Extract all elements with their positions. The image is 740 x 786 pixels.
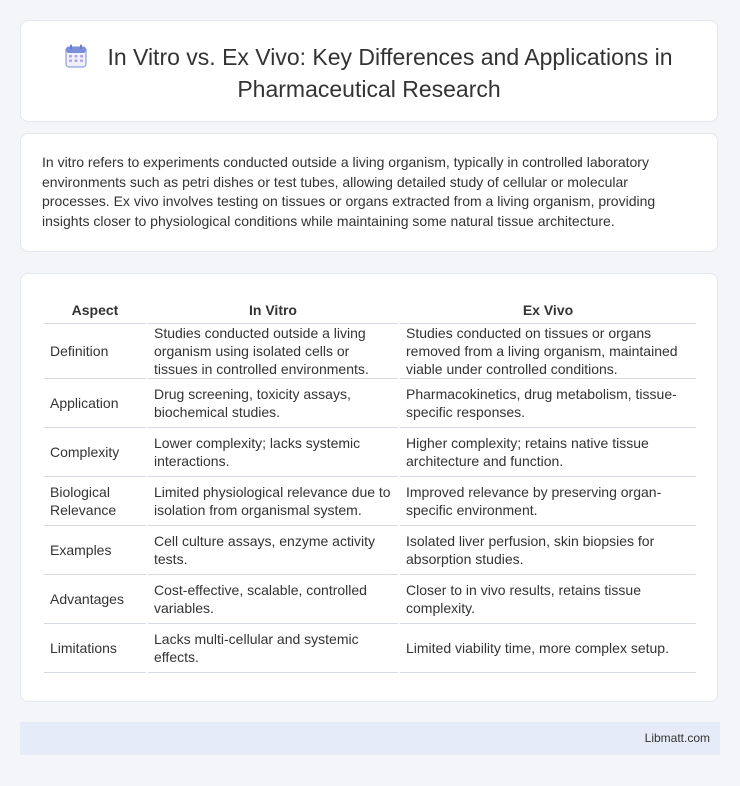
header-in-vitro: In Vitro xyxy=(148,294,398,324)
ex-vivo-cell: Limited viability time, more complex setup. xyxy=(400,624,696,673)
page-title-wrap xyxy=(21,43,717,104)
table-row xyxy=(44,324,696,379)
aspect-cell: Complexity xyxy=(44,428,146,477)
aspect-cell: Biological Relevance xyxy=(44,477,146,526)
ex-vivo-cell: Isolated liver perfusion, skin biopsies for absorption studies. xyxy=(400,526,696,575)
table-row xyxy=(44,526,696,575)
in-vitro-cell: Cost-effective, scalable, controlled variables. xyxy=(148,575,398,624)
page-title: In Vitro vs. Ex Vivo: Key Differences and Applications in Pharmaceutical Research xyxy=(107,44,673,102)
intro-paragraph: In vitro refers to experiments conducted outside a living organism, typically in controlled laboratory environments such as petri dishes or test tubes, allowing detailed study of cellular or molecular processes. Ex vivo involves testing on tissues or organs extracted from a living organism, providing insights closer to physiological conditions while maintaining some natural tissue architecture. xyxy=(42,154,656,229)
ex-vivo-cell: Improved relevance by preserving organ-specific environment. xyxy=(400,477,696,526)
aspect-cell: Limitations xyxy=(44,624,146,673)
ex-vivo-cell: Higher complexity; retains native tissue architecture and function. xyxy=(400,428,696,477)
comparison-card xyxy=(20,273,718,702)
intro-card xyxy=(20,133,718,252)
header-aspect: Aspect xyxy=(44,294,146,324)
aspect-cell: Definition xyxy=(44,324,146,379)
in-vitro-cell: Studies conducted outside a living organism using isolated cells or tissues in controlled environments. xyxy=(148,324,398,379)
footer-site-link[interactable]: Libmatt.com xyxy=(644,731,710,745)
ex-vivo-cell: Studies conducted on tissues or organs removed from a living organism, maintained viable under controlled conditions. xyxy=(400,324,696,379)
in-vitro-cell: Drug screening, toxicity assays, biochemical studies. xyxy=(148,379,398,428)
in-vitro-cell: Cell culture assays, enzyme activity tests. xyxy=(148,526,398,575)
comparison-table xyxy=(42,294,698,673)
aspect-cell: Application xyxy=(44,379,146,428)
title-card xyxy=(20,20,718,122)
footer xyxy=(20,722,720,755)
aspect-cell: Examples xyxy=(44,526,146,575)
table-row xyxy=(44,575,696,624)
ex-vivo-cell: Pharmacokinetics, drug metabolism, tissue-specific responses. xyxy=(400,379,696,428)
in-vitro-cell: Lower complexity; lacks systemic interactions. xyxy=(148,428,398,477)
aspect-cell: Advantages xyxy=(44,575,146,624)
table-row xyxy=(44,428,696,477)
table-header-row xyxy=(44,294,696,324)
table-row xyxy=(44,624,696,673)
header-ex-vivo: Ex Vivo xyxy=(400,294,696,324)
table-row xyxy=(44,379,696,428)
in-vitro-cell: Lacks multi-cellular and systemic effects. xyxy=(148,624,398,673)
table-row xyxy=(44,477,696,526)
calendar-icon xyxy=(65,44,87,75)
in-vitro-cell: Limited physiological relevance due to isolation from organismal system. xyxy=(148,477,398,526)
ex-vivo-cell: Closer to in vivo results, retains tissue complexity. xyxy=(400,575,696,624)
